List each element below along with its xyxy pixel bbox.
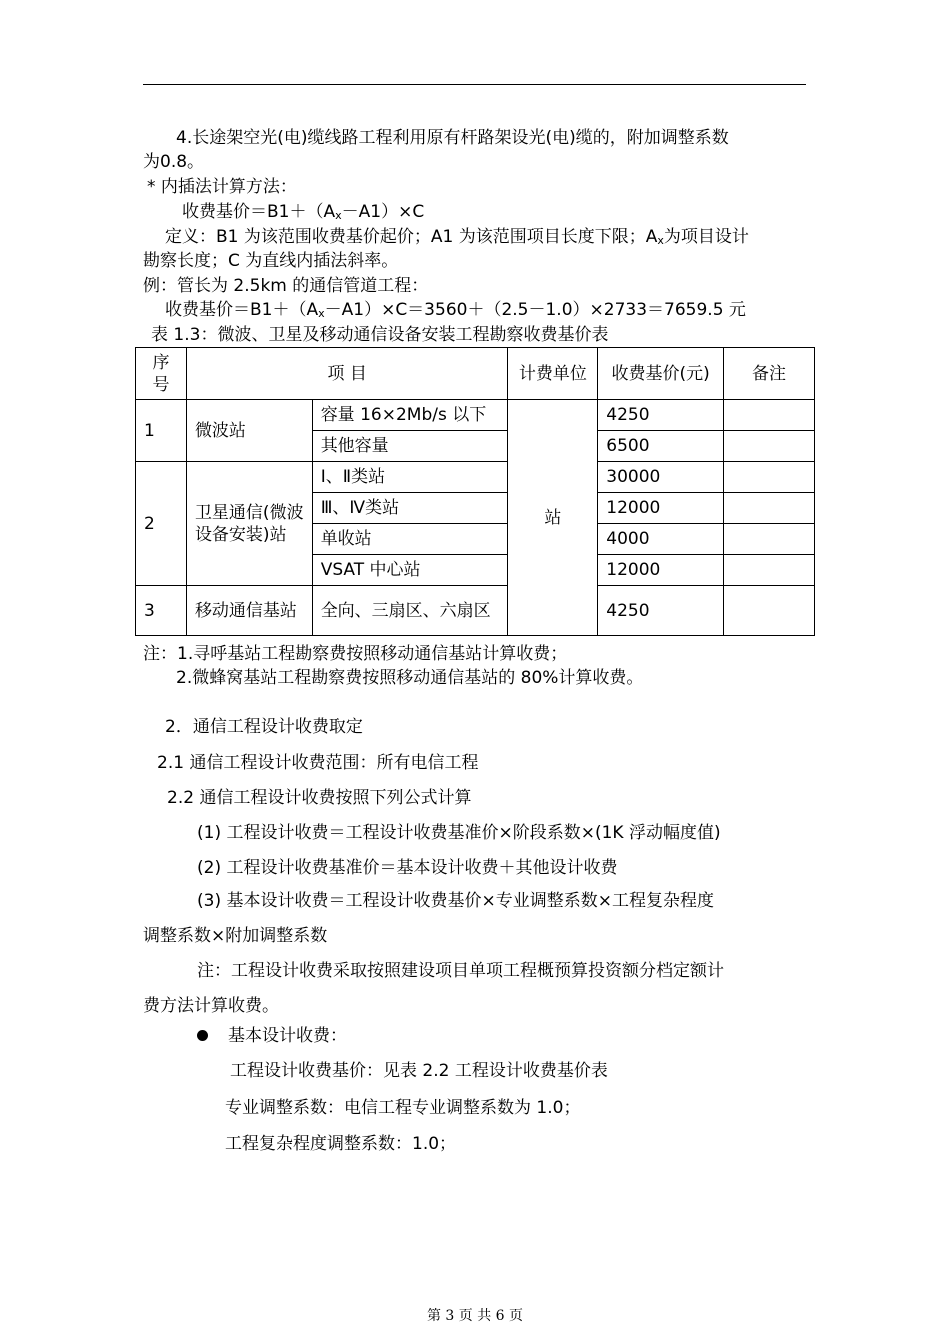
sub-item: VSAT 中心站	[312, 555, 508, 586]
bullet-detail: 工程设计收费基价：见表 2.2 工程设计收费基价表	[230, 1061, 608, 1081]
price-cell: 4000	[598, 524, 724, 555]
note-cell	[724, 493, 815, 524]
definition-subscript: x	[657, 234, 664, 247]
fee-table	[135, 347, 815, 636]
formula-subscript: x	[335, 209, 342, 222]
design-note: 注：工程设计收费采取按照建设项目单项工程概预算投资额分档定额计	[197, 961, 724, 981]
price-cell: 30000	[598, 462, 724, 493]
paragraph-line: 4.长途架空光(电)缆线路工程利用原有杆路架设光(电)缆的，附加调整系数	[176, 128, 729, 148]
price-cell: 4250	[598, 400, 724, 431]
table-title: 表 1.3：微波、卫星及移动通信设备安装工程勘察收费基价表	[151, 325, 609, 345]
definition-part: 为项目设计	[663, 227, 749, 247]
header-rule	[143, 84, 806, 85]
note-cell	[724, 431, 815, 462]
sub-item: 容量 16×2Mb/s 以下	[312, 400, 508, 431]
example-part: －A1）×C＝3560＋（2.5－1.0）×2733＝7659.5 元	[324, 300, 746, 320]
group-name: 移动通信基站	[186, 586, 312, 636]
definition-part: 定义：B1 为该范围收费基价起价；A1 为该范围项目长度下限；A	[165, 227, 658, 247]
price-cell: 12000	[598, 493, 724, 524]
formula-item: (1) 工程设计收费＝工程设计收费基准价×阶段系数×(1K 浮动幅度值)	[197, 823, 721, 843]
table-note: 注：1.寻呼基站工程勘察费按照移动通信基站计算收费；	[143, 644, 568, 664]
subsection-heading: 2.1 通信工程设计收费范围：所有电信工程	[157, 753, 479, 773]
group-name: 卫星通信(微波设备安装)站	[186, 462, 312, 586]
formula-part: －A1）×C	[341, 202, 425, 222]
unit-cell: 站	[508, 400, 598, 636]
bullet-detail: 专业调整系数：电信工程专业调整系数为 1.0；	[225, 1098, 581, 1118]
note-cell	[724, 586, 815, 636]
subsection-heading: 2.2 通信工程设计收费按照下列公式计算	[167, 788, 472, 808]
header-unit: 计费单位	[508, 348, 598, 400]
definition-line	[165, 226, 749, 248]
formula-item-continued: 调整系数×附加调整系数	[143, 926, 328, 946]
table-row	[136, 586, 815, 636]
paragraph-line: 勘察长度；C 为直线内插法斜率。	[143, 251, 399, 271]
sub-item: 其他容量	[312, 431, 508, 462]
group-number: 2	[136, 462, 187, 586]
price-cell: 12000	[598, 555, 724, 586]
formula-part: 收费基价＝B1＋（A	[182, 202, 336, 222]
group-number: 1	[136, 400, 187, 462]
sub-item: 全向、三扇区、六扇区	[312, 586, 508, 636]
table-row	[136, 400, 815, 431]
sub-item: 单收站	[312, 524, 508, 555]
formula-item: (2) 工程设计收费基准价＝基本设计收费＋其他设计收费	[197, 858, 618, 878]
formula-line	[182, 201, 424, 223]
table-header-row	[136, 348, 815, 400]
group-name: 微波站	[186, 400, 312, 462]
paragraph-line: * 内插法计算方法：	[147, 177, 297, 197]
sub-item: Ⅰ、Ⅱ类站	[312, 462, 508, 493]
price-cell: 4250	[598, 586, 724, 636]
bullet-detail: 工程复杂程度调整系数：1.0；	[225, 1134, 457, 1154]
header-seq: 序号	[136, 348, 187, 400]
paragraph-line: 为0.8。	[143, 152, 205, 172]
note-cell	[724, 462, 815, 493]
note-cell	[724, 555, 815, 586]
sub-item: Ⅲ、Ⅳ类站	[312, 493, 508, 524]
formula-item: (3) 基本设计收费＝工程设计收费基价×专业调整系数×工程复杂程度	[197, 891, 714, 911]
note-cell	[724, 524, 815, 555]
note-cell	[724, 400, 815, 431]
example-part: 收费基价＝B1＋（A	[165, 300, 319, 320]
header-price: 收费基价(元)	[598, 348, 724, 400]
price-cell: 6500	[598, 431, 724, 462]
paragraph-line: 例：管长为 2.5km 的通信管道工程：	[143, 276, 429, 296]
page-footer: 第 3 页 共 6 页	[426, 1308, 524, 1324]
group-number: 3	[136, 586, 187, 636]
bullet-icon	[197, 1030, 208, 1041]
header-note: 备注	[724, 348, 815, 400]
bullet-label: 基本设计收费：	[228, 1026, 347, 1046]
example-line	[165, 299, 746, 321]
table-row	[136, 462, 815, 493]
example-subscript: x	[318, 307, 325, 320]
table-note: 2.微蜂窝基站工程勘察费按照移动通信基站的 80%计算收费。	[176, 668, 644, 688]
section-heading: 2．通信工程设计收费取定	[165, 717, 363, 737]
header-item: 项 目	[186, 348, 507, 400]
design-note-continued: 费方法计算收费。	[143, 996, 279, 1016]
